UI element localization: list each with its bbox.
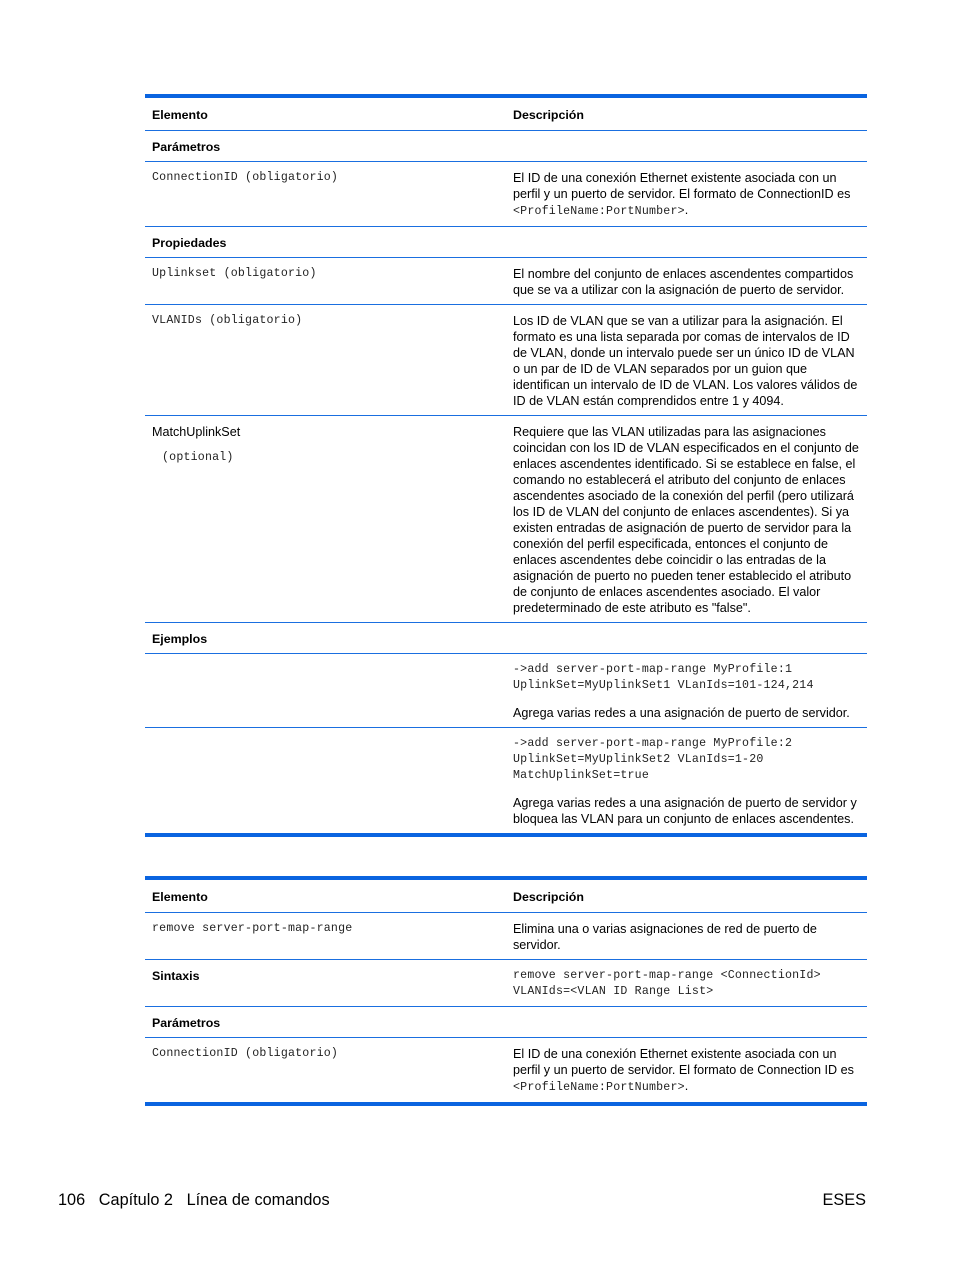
empty-cell <box>145 728 506 833</box>
table-header-row <box>145 880 867 913</box>
table-row <box>145 654 867 728</box>
property-description: Requiere que las VLAN utilizadas para las asignaciones coincidan con los ID de VLAN especificados en el conjunto de enlaces ascendentes identificado. Si se establece en false, el comando no establecerá el atributo del conjunto de enlaces ascendentes asociado de la conexión del perfil (pero utilizará los ID de VLAN del conjunto de enlaces ascendentes). Si ya existen entradas de asignación de puerto de servidor para la conexión del perfil especificada, entonces el conjunto de enlaces ascendentes debe coincidir o las entradas de la asignación de puerto no pueden tener establecido el atributo de conjunto de enlaces ascendentes asociado. El valor predeterminado de este atributo es "false". <box>513 425 859 615</box>
page-number: 106 <box>58 1191 86 1209</box>
command-name: remove server-port-map-range <box>152 922 353 935</box>
table-header-row <box>145 98 867 131</box>
param-description <box>506 162 867 226</box>
table-row <box>145 913 867 960</box>
section-label: Propiedades <box>152 236 227 250</box>
section-label: Parámetros <box>152 1016 221 1030</box>
table-row <box>145 162 867 227</box>
page-footer <box>58 1191 330 1210</box>
property-cell <box>145 416 506 622</box>
property-qualifier: (optional) <box>162 451 234 464</box>
example-code: ->add server-port-map-range MyProfile:1 UplinkSet=MyUplinkSet1 VLanIds=101-124,214 <box>513 663 814 692</box>
property-name: Uplinkset (obligatorio) <box>152 267 317 280</box>
empty-cell <box>506 131 867 161</box>
empty-cell <box>506 227 867 257</box>
description-text: El ID de una conexión Ethernet existente asociada con un perfil y un puerto de servidor. El formato de Connection ID es <box>513 1047 854 1077</box>
table-row <box>145 960 867 1007</box>
property-description: Los ID de VLAN que se van a utilizar para la asignación. El formato es una lista separada por comas de intervalos de ID de VLAN, donde un intervalo puede ser un único ID de VLAN o un par de ID de VLAN separados por un guion que identifican un intervalo de ID de VLAN. Los valores válidos de ID de VLAN están comprendidos entre 1 y 4094. <box>513 314 858 408</box>
property-name: MatchUplinkSet <box>152 425 241 439</box>
chapter-title: Línea de comandos <box>186 1191 330 1209</box>
table-row <box>145 305 867 416</box>
example-code: ->add server-port-map-range MyProfile:2 UplinkSet=MyUplinkSet2 VLanIds=1-20 MatchUplinkSet=true <box>513 737 793 782</box>
example-description: Agrega varias redes a una asignación de puerto de servidor y bloquea las VLAN para un conjunto de enlaces ascendentes. <box>513 796 857 826</box>
empty-cell <box>145 654 506 727</box>
header-descripcion: Descripción <box>513 890 584 904</box>
table-row <box>145 258 867 305</box>
syntax-label: Sintaxis <box>152 969 200 983</box>
chapter-label: Capítulo 2 <box>98 1191 173 1209</box>
property-name: VLANIDs (obligatorio) <box>152 314 303 327</box>
table-row <box>145 1038 867 1102</box>
locale-label: ESES <box>822 1191 866 1209</box>
syntax-code: remove server-port-map-range <ConnectionId> VLANIds=<VLAN ID Range List> <box>513 969 821 998</box>
property-description: El nombre del conjunto de enlaces ascendentes compartidos que se va a utilizar con la asignación de puerto de servidor. <box>513 267 854 297</box>
table-row <box>145 728 867 833</box>
table-row <box>145 416 867 623</box>
description-end: . <box>684 1079 689 1093</box>
format-code: <ProfileName:PortNumber> <box>513 205 685 218</box>
example-cell <box>506 654 867 727</box>
section-row-propiedades <box>145 227 867 258</box>
header-descripcion: Descripción <box>513 108 584 122</box>
header-elemento: Elemento <box>152 890 208 904</box>
param-name: ConnectionID (obligatorio) <box>152 171 339 184</box>
description-text: El ID de una conexión Ethernet existente asociada con un perfil y un puerto de servidor. El formato de ConnectionID es <box>513 171 851 201</box>
empty-cell <box>506 1007 867 1037</box>
command-table-add <box>145 94 867 837</box>
param-name: ConnectionID (obligatorio) <box>152 1047 339 1060</box>
section-row-ejemplos <box>145 623 867 654</box>
section-label: Ejemplos <box>152 632 208 646</box>
format-code: <ProfileName:PortNumber> <box>513 1081 685 1094</box>
header-elemento: Elemento <box>152 108 208 122</box>
example-description: Agrega varias redes a una asignación de puerto de servidor. <box>513 706 850 720</box>
section-row-parametros <box>145 1007 867 1038</box>
section-label: Parámetros <box>152 140 221 154</box>
description-end: . <box>684 203 689 217</box>
section-row-parametros <box>145 131 867 162</box>
command-description: Elimina una o varias asignaciones de red de puerto de servidor. <box>513 922 817 952</box>
command-table-remove <box>145 876 867 1106</box>
example-cell <box>506 728 867 833</box>
param-description <box>506 1038 867 1102</box>
empty-cell <box>506 623 867 653</box>
